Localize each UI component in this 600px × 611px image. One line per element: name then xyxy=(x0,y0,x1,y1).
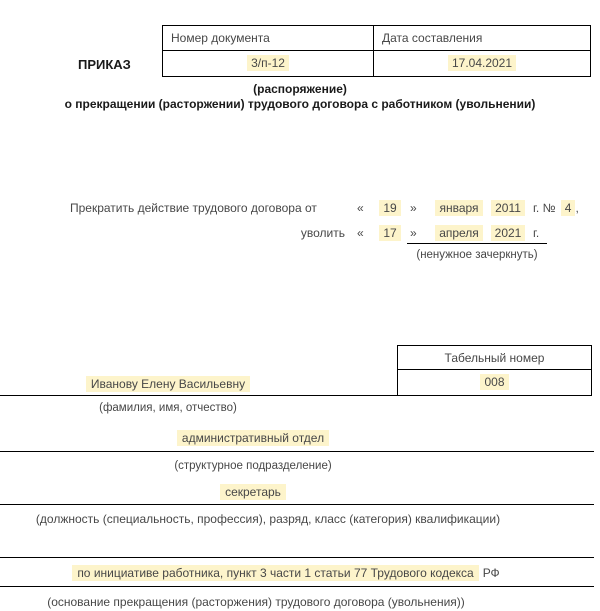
position-value: секретарь xyxy=(220,484,286,500)
strike-note-rule xyxy=(407,243,547,244)
dismiss-year-value: 2021 xyxy=(491,225,526,241)
quote-close-1: » xyxy=(410,201,417,215)
contract-month-value: января xyxy=(435,200,482,216)
contract-year-cell xyxy=(487,201,529,215)
doc-date-header: Дата составления xyxy=(374,26,590,51)
employee-name-cell xyxy=(0,377,336,391)
order-subtitle: (распоряжение) xyxy=(253,82,347,96)
contract-day-cell xyxy=(372,201,408,215)
basis-plain-value: РФ xyxy=(482,566,500,580)
contract-number-prefix: г. № xyxy=(533,201,556,215)
dismiss-day-cell xyxy=(372,226,408,240)
basis-highlighted-value: по инициативе работника, пункт 3 части 1 статьи 77 Трудового кодекса xyxy=(72,565,478,581)
tab-number-table xyxy=(397,345,592,396)
dismiss-month-value: апреля xyxy=(435,225,483,241)
subdivision-rule xyxy=(0,451,594,452)
contract-number-comma: , xyxy=(575,201,579,215)
basis-top-rule xyxy=(0,557,594,558)
strike-note: (ненужное зачеркнуть) xyxy=(416,249,538,261)
employee-name-value: Иванову Елену Васильевну xyxy=(86,376,250,392)
quote-close-2: » xyxy=(410,226,417,240)
dismiss-year-cell xyxy=(487,226,529,240)
subdivision-value: административный отдел xyxy=(177,430,329,446)
doc-number-cell xyxy=(163,51,374,76)
employee-name-rule xyxy=(0,395,398,396)
doc-info-table xyxy=(162,25,591,77)
dismiss-month-cell xyxy=(429,226,489,240)
basis-bottom-rule xyxy=(0,586,594,587)
employee-name-caption: (фамилия, имя, отчество) xyxy=(99,402,237,414)
tab-number-value: 008 xyxy=(480,374,508,390)
subdivision-caption: (структурное подразделение) xyxy=(174,460,332,472)
basis-cell xyxy=(0,566,572,580)
contract-day-value: 19 xyxy=(379,200,400,216)
tab-number-header: Табельный номер xyxy=(398,346,591,370)
quote-open-2: « xyxy=(357,226,364,240)
termination-line2-text: уволить xyxy=(300,226,345,240)
termination-line1-text: Прекратить действие трудового договора от xyxy=(70,201,317,215)
contract-month-cell xyxy=(429,201,489,215)
position-caption: (должность (специальность, профессия), разряд, класс (категория) квалификации) xyxy=(35,512,501,526)
doc-date-value: 17.04.2021 xyxy=(448,55,516,71)
order-title: ПРИКАЗ xyxy=(78,57,131,72)
tab-number-cell xyxy=(398,370,591,395)
contract-number-value: 4 xyxy=(561,200,576,216)
subdivision-cell xyxy=(0,431,506,445)
order-description: о прекращении (расторжении) трудового договора с работником (увольнении) xyxy=(64,97,536,111)
doc-number-header: Номер документа xyxy=(163,26,374,51)
doc-date-cell xyxy=(374,51,590,76)
doc-number-value: 3/п-12 xyxy=(247,55,289,71)
contract-number-group xyxy=(533,201,579,215)
dismiss-day-value: 17 xyxy=(379,225,400,241)
position-rule xyxy=(0,504,594,505)
dismiss-year-suffix: г. xyxy=(533,226,540,240)
contract-year-value: 2011 xyxy=(491,200,525,216)
basis-caption: (основание прекращения (расторжения) трудового договора (увольнения)) xyxy=(47,595,465,609)
position-cell xyxy=(0,485,506,499)
quote-open-1: « xyxy=(357,201,364,215)
